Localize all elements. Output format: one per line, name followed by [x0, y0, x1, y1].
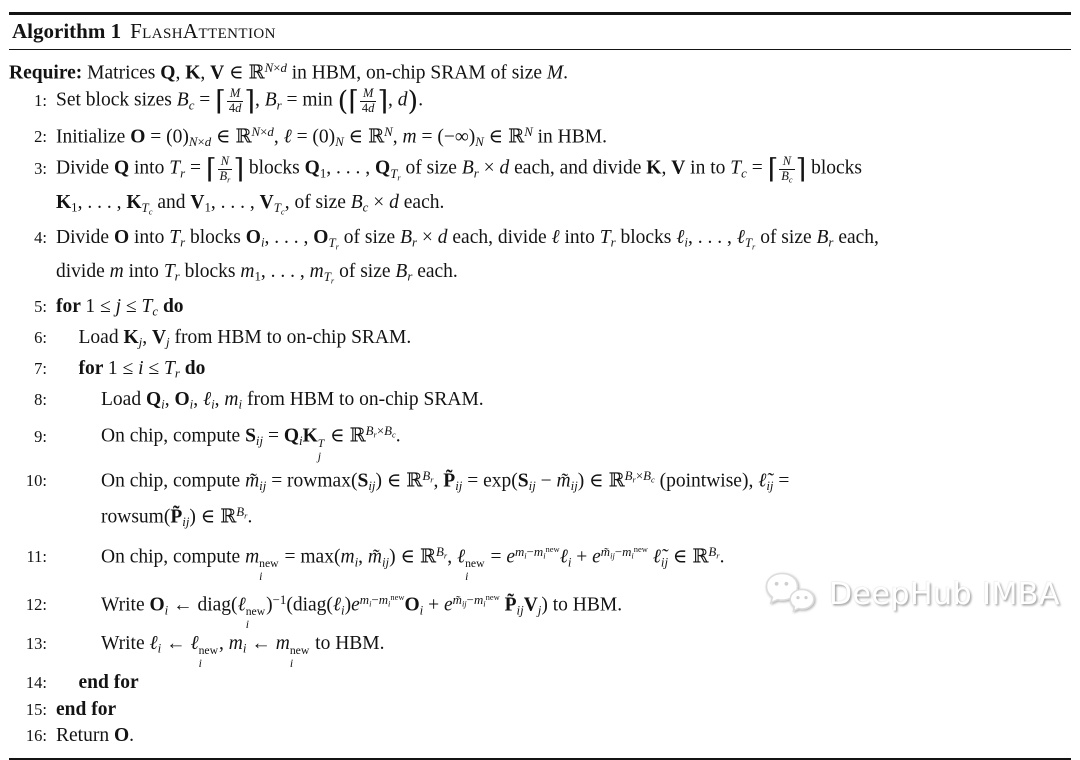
line-content: Write ℓi ← ℓ new i , mi ← m new i to HBM.	[101, 633, 385, 671]
line-number: 14:	[25, 673, 47, 693]
line-content: end for	[56, 698, 117, 720]
line-content: On chip, compute Sij = QiK T j ∈ ℝ$^{Br\times Bc}$.	[101, 424, 401, 463]
line-number: 12:	[25, 595, 47, 615]
line-content: for 1 ≤ i ≤ Tr do	[78, 358, 206, 381]
line-content: K1, . . . , KTc and V1, . . . , VTc, of size Bc × d each.	[56, 192, 445, 217]
line-number: 3:	[34, 159, 47, 178]
line-content: Initialize O = (0)N×d ∈ ℝ$^{N\times d}$, ℓ = (0)N ∈ ℝ$^N$, m = (−∞)N ∈ ℝ$^N$ in HBM.	[56, 124, 607, 149]
line-number: 11:	[26, 547, 47, 567]
line-content: On chip, compute m new i = max(mi, m̃ij) ∈ ℝ$^{Br}$, ℓ new i = $e^{mi-mi^{new}}\ell i + e^{m̃ij-mi^{new}}$ ℓ̃ij ∈ ℝ$^{Br}$.	[101, 543, 725, 584]
algorithm-title	[9, 15, 1071, 50]
algo-line	[9, 723, 1071, 750]
algorithm-number-label: Algorithm 1	[12, 19, 122, 43]
algorithm-name: FlashAttention	[130, 19, 276, 43]
algo-line	[9, 155, 1071, 190]
algo-line	[9, 119, 1071, 156]
algorithm-box	[9, 12, 1071, 760]
algo-line	[9, 463, 1071, 500]
algo-line	[9, 325, 1071, 356]
line-number: 13:	[25, 634, 47, 654]
algo-line	[9, 697, 1071, 724]
line-content: end for	[78, 672, 139, 694]
algo-line	[9, 499, 1071, 536]
line-number: 15:	[25, 699, 47, 719]
watermark-text: DeepHub IMBA	[828, 576, 1060, 612]
wechat-chat-bubbles-icon	[761, 570, 819, 618]
line-content: divide m into Tr blocks m1, . . . , mTr of size Br each.	[56, 261, 458, 286]
watermark	[761, 570, 1060, 618]
algorithm-body	[9, 50, 1071, 754]
line-number: 1:	[34, 90, 47, 110]
line-content: Return O.	[56, 725, 134, 747]
line-number: 5:	[34, 296, 47, 316]
algo-line	[9, 670, 1071, 697]
line-content: Divide O into Tr blocks Oi, . . . , OTr of size Br × d each, divide ℓ into Tr blocks ℓi, . . . , ℓTr of size Br each,	[56, 226, 879, 251]
line-content: Divide Q into Tr = ⌈ $\frac{N}{Br}$ ⌉ blocks Q1, . . . , QTr of size Br × d each, and divide K, V in to Tc = ⌈ $\frac{N}{Bc}$ ⌉ blocks	[56, 154, 862, 186]
require-line	[9, 55, 1071, 87]
algo-line	[9, 259, 1071, 293]
line-number: 16:	[25, 726, 47, 746]
line-content: for 1 ≤ j ≤ Tc do	[56, 295, 184, 319]
algo-line	[9, 225, 1071, 259]
line-number: 6:	[34, 327, 47, 347]
algo-line	[9, 387, 1071, 418]
line-number: 8:	[34, 390, 47, 410]
line-number: 7:	[34, 359, 47, 379]
line-content: Require: Matrices Q, K, V ∈ ℝ$^{N\times d}$ in HBM, on-chip SRAM of size M.	[9, 61, 569, 84]
line-content: Load Qi, Oi, ℓi, mi from HBM to on-chip SRAM.	[101, 389, 484, 412]
line-content: rowsum(P̃ij) ∈ ℝ$^{Br}$.	[101, 505, 253, 530]
algo-line	[9, 87, 1071, 119]
algo-line	[9, 190, 1071, 224]
line-number: 9:	[34, 426, 47, 446]
line-content: On chip, compute m̃ij = rowmax(Sij) ∈ ℝ$^{Br}$, P̃ij = exp(Sij − m̃ij) ∈ ℝ$^{Br\times Bc}$ (pointwise), ℓ̃ij =	[101, 468, 790, 493]
algo-line	[9, 294, 1071, 325]
line-content: Load Kj, Vj from HBM to on-chip SRAM.	[78, 326, 412, 350]
algo-line	[9, 356, 1071, 387]
line-number: 2:	[34, 127, 47, 147]
line-number: 4:	[34, 227, 47, 247]
algo-line	[9, 418, 1071, 463]
line-number: 10:	[25, 471, 47, 491]
line-content: Write Oi ← diag(ℓ new i )$^{-1}(diag(\ell i)e^{mi-mi^{new}}Oi + e^{m̃ij-mi^{new}}$ P̃ijVj) to HBM.	[101, 591, 623, 632]
line-content: Set block sizes Bc = ⌈ $\frac{M}{4d}$ ⌉, Br = min (⌈ $\frac{M}{4d}$ ⌉, d).	[56, 85, 424, 118]
algo-line	[9, 631, 1071, 670]
